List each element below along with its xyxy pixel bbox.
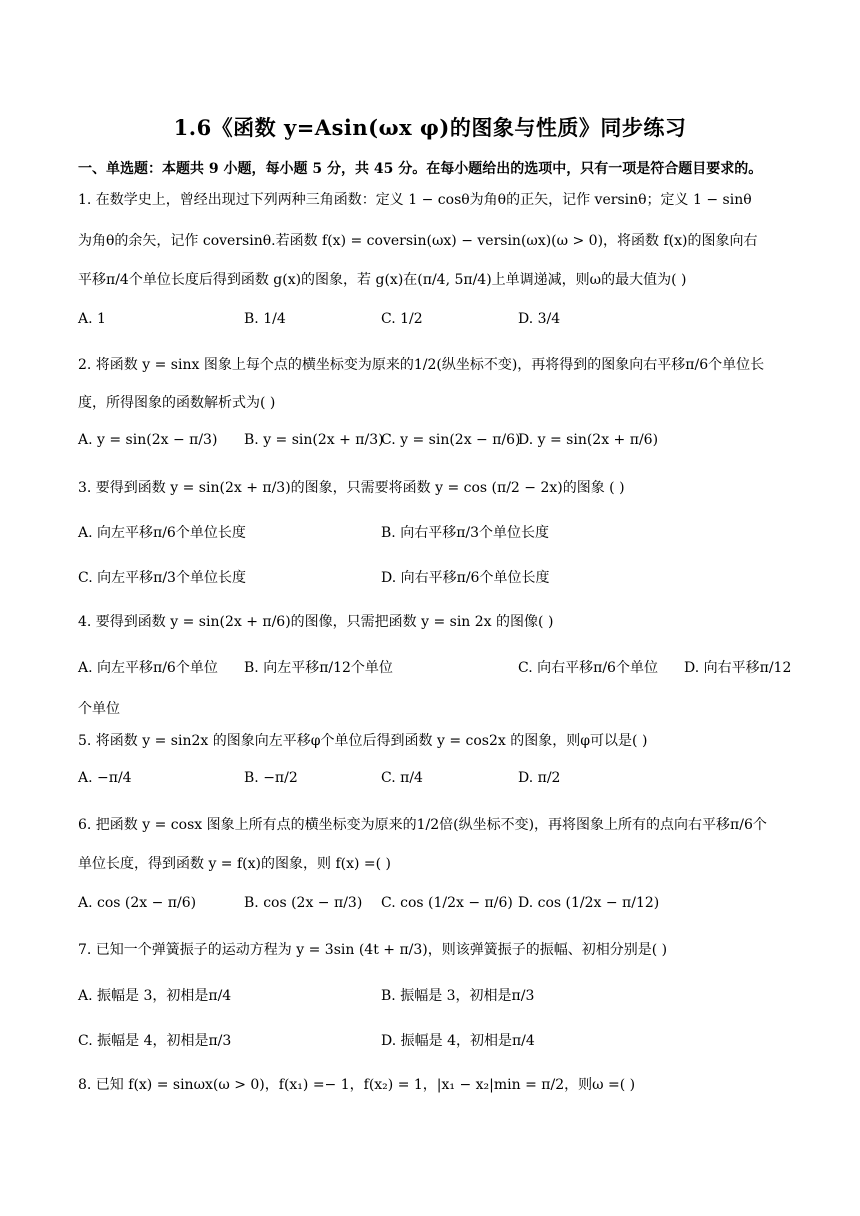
question-2-line-2: 度，所得图象的函数解析式为( ) [78, 395, 276, 411]
question-1-line-2: 为角θ的余矢，记作 coversinθ.若函数 f(x) = coversin(ωx) − versin(ωx)(ω > 0)，将函数 f(x)的图象向右 [78, 233, 758, 249]
question-4-option-d-tail: 个单位 [78, 701, 120, 717]
question-1-option-d: D. 3/4 [518, 311, 561, 327]
question-4-option-b: B. 向左平移π/12个单位 [244, 660, 393, 676]
question-6-option-c: C. cos (1/2x − π/6) [381, 895, 513, 911]
question-7-option-b: B. 振幅是 3，初相是π/3 [381, 988, 535, 1004]
question-2-line-1: 2. 将函数 y = sinx 图象上每个点的横坐标变为原来的1/2(纵坐标不变)，再将得到的图象向右平移π/6个单位长 [78, 357, 765, 373]
question-7-line-1: 7. 已知一个弹簧振子的运动方程为 y = 3sin (4t + π/3)，则该弹簧振子的振幅、初相分别是( ) [78, 942, 668, 958]
question-6-option-a: A. cos (2x − π/6) [78, 895, 197, 911]
question-2-option-a: A. y = sin(2x − π/3) [78, 432, 218, 448]
question-2-option-c: C. y = sin(2x − π/6) [381, 432, 521, 448]
question-7-option-d: D. 振幅是 4，初相是π/4 [381, 1033, 535, 1049]
question-1-option-a: A. 1 [78, 311, 106, 327]
question-4-option-c: C. 向右平移π/6个单位 [518, 660, 658, 676]
section-header: 一、单选题：本题共 9 小题，每小题 5 分，共 45 分。在每小题给出的选项中，只有一项是符合题目要求的。 [78, 161, 763, 177]
question-5-option-d: D. π/2 [518, 770, 561, 786]
page-title: 1.6《函数 y=Asin(ωx φ)的图象与性质》同步练习 [173, 115, 687, 140]
question-6-option-b: B. cos (2x − π/3) [244, 895, 363, 911]
question-2-option-d: D. y = sin(2x + π/6) [518, 432, 659, 448]
question-6-line-1: 6. 把函数 y = cosx 图象上所有点的横坐标变为原来的1/2倍(纵坐标不变)，再将图象上所有的点向右平移π/6个 [78, 817, 767, 833]
question-7-option-c: C. 振幅是 4，初相是π/3 [78, 1033, 232, 1049]
question-3-option-b: B. 向右平移π/3个单位长度 [381, 525, 550, 541]
question-3-option-a: A. 向左平移π/6个单位长度 [78, 525, 246, 541]
question-4-option-d: D. 向右平移π/12 [684, 660, 792, 676]
question-8-line-1: 8. 已知 f(x) = sinωx(ω > 0)，f(x₁) =− 1，f(x₂) = 1，|x₁ − x₂|min = π/2，则ω =( ) [78, 1077, 636, 1093]
question-3-option-d: D. 向右平移π/6个单位长度 [381, 570, 550, 586]
question-7-option-a: A. 振幅是 3，初相是π/4 [78, 988, 232, 1004]
question-2-option-b: B. y = sin(2x + π/3) [244, 432, 384, 448]
question-3-line-1: 3. 要得到函数 y = sin(2x + π/3)的图象，只需要将函数 y = cos (π/2 − 2x)的图象 ( ) [78, 480, 625, 496]
question-1-option-c: C. 1/2 [381, 311, 423, 327]
question-6-option-d: D. cos (1/2x − π/12) [518, 895, 660, 911]
question-5-line-1: 5. 将函数 y = sin2x 的图象向左平移φ个单位后得到函数 y = cos2x 的图象，则φ可以是( ) [78, 733, 648, 749]
question-1-line-3: 平移π/4个单位长度后得到函数 g(x)的图象，若 g(x)在(π/4, 5π/4)上单调递减，则ω的最大值为( ) [78, 272, 687, 288]
question-4-line-1: 4. 要得到函数 y = sin(2x + π/6)的图像，只需把函数 y = sin 2x 的图像( ) [78, 614, 554, 630]
question-5-option-b: B. −π/2 [244, 770, 298, 786]
question-1-option-b: B. 1/4 [244, 311, 286, 327]
question-5-option-c: C. π/4 [381, 770, 423, 786]
question-3-option-c: C. 向左平移π/3个单位长度 [78, 570, 246, 586]
question-1-line-1: 1. 在数学史上，曾经出现过下列两种三角函数：定义 1 − cosθ为角θ的正矢，记作 versinθ；定义 1 − sinθ [78, 192, 752, 208]
question-6-line-2: 单位长度，得到函数 y = f(x)的图象，则 f(x) =( ) [78, 856, 391, 872]
question-5-option-a: A. −π/4 [78, 770, 132, 786]
question-4-option-a: A. 向左平移π/6个单位 [78, 660, 218, 676]
